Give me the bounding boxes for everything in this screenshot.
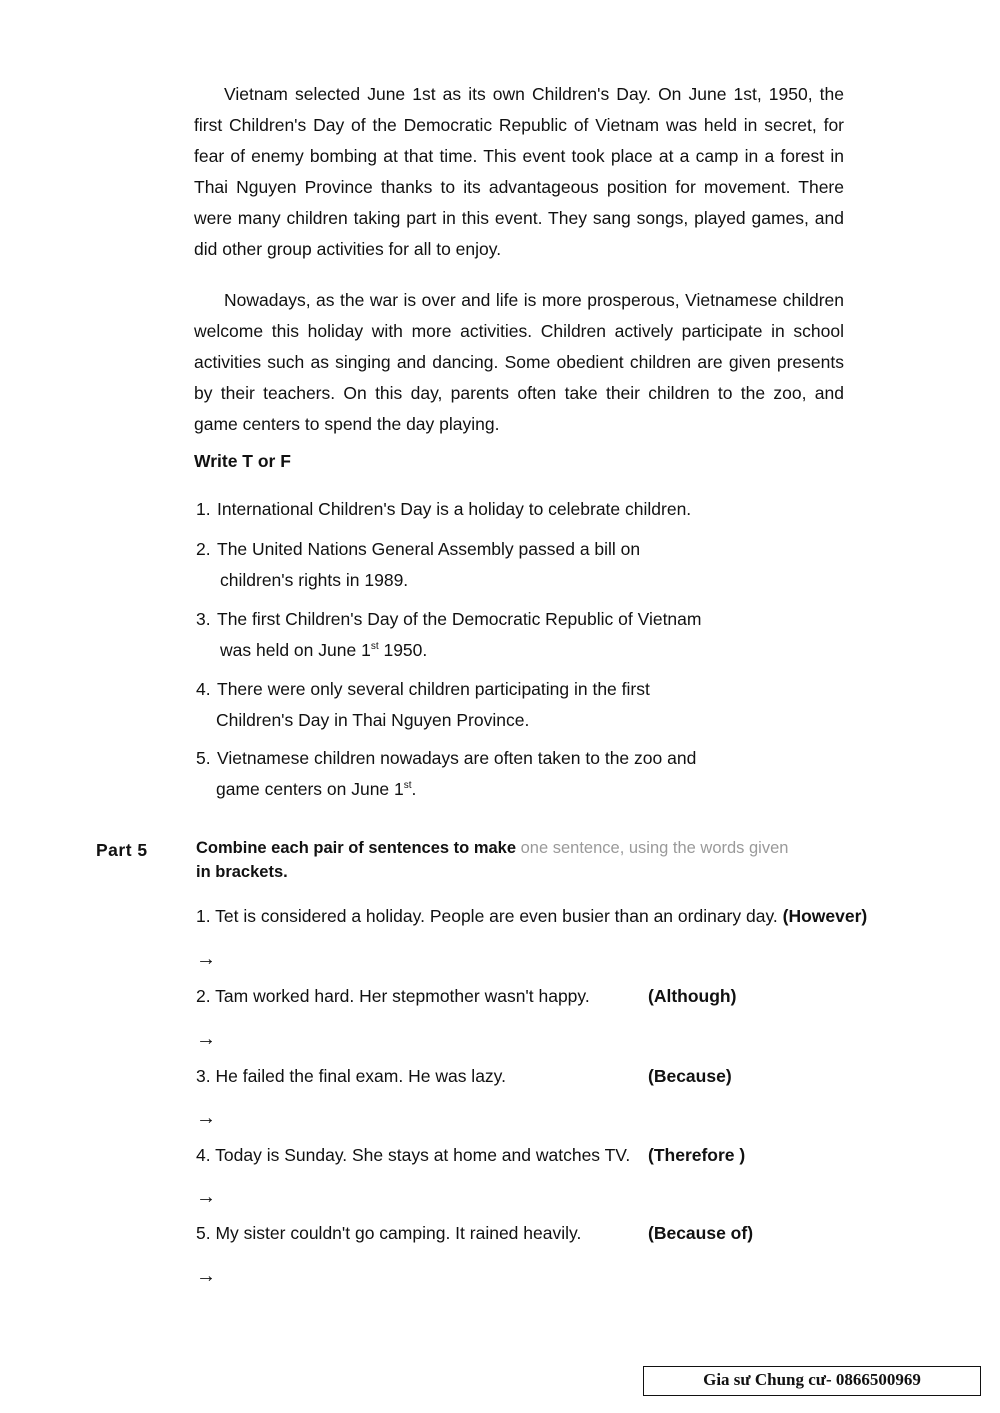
exercise-5: 5. My sister couldn't go camping. It rained heavily. (Because of) xyxy=(196,1223,754,1243)
tf-item-number: 3. xyxy=(196,609,211,629)
tf-item-number: 5. xyxy=(196,748,211,768)
tf-item-text: The United Nations General Assembly passed a bill on xyxy=(217,539,641,559)
part-5-instruction: Combine each pair of sentences to make one sentence, using the words given in brackets. xyxy=(196,839,789,881)
true-false-heading: Write T or F xyxy=(194,451,291,471)
tf-item-text: The first Children's Day of the Democratic Republic of Vietnam xyxy=(217,609,702,629)
exercise-text: Tet is considered a holiday. People are even busier than an ordinary day. xyxy=(215,906,778,926)
tf-item-number: 1. xyxy=(196,499,211,519)
tf-item-1 xyxy=(196,494,756,525)
exercise-1: 1. Tet is considered a holiday. People are even busier than an ordinary day. (However) xyxy=(196,906,868,926)
tf-item-text: Vietnamese children nowadays are often taken to the zoo and xyxy=(217,748,697,768)
exercise-keyword: (However) xyxy=(782,906,868,926)
exercise-2: 2. Tam worked hard. Her stepmother wasn't happy. (Although) xyxy=(196,986,737,1006)
tf-item-text: There were only several children participating in the first xyxy=(217,679,650,699)
reading-paragraph-1: Vietnam selected June 1st as its own Children's Day. On June 1st, 1950, the first Children's Day of the Democratic Republic of Vietnam was held in secret, for fear of enemy bombing at that time. This event took place at a camp in a forest in Thai Nguyen Province thanks to its advantageous position for movement. There were many children taking part in this event. They sang songs, played games, and did other group activities for all to enjoy. xyxy=(194,84,844,259)
tf-item-2 xyxy=(196,534,756,596)
reading-paragraph-2: Nowadays, as the war is over and life is more prosperous, Vietnamese children welcome this holiday with more activities. Children actively participate in school activities such as singing and dancing. Some obedient children are given presents by their teachers. On this day, parents often take their children to the zoo, and game centers to spend the day playing. xyxy=(194,290,844,434)
tf-item-text-continued: game centers on June 1st. xyxy=(216,779,417,799)
exercise-keyword: (Because) xyxy=(648,1066,732,1086)
part-5-label: Part 5 xyxy=(96,840,148,860)
tf-item-text-continued: was held on June 1st 1950. xyxy=(220,640,428,660)
answer-arrow: → xyxy=(196,1028,216,1050)
answer-arrow: → xyxy=(196,1107,216,1129)
exercise-text: My sister couldn't go camping. It rained heavily. xyxy=(215,1223,582,1243)
tf-item-text: International Children's Day is a holiday to celebrate children. xyxy=(217,499,692,519)
tf-item-5 xyxy=(196,743,756,805)
footer-contact-box: Gia sư Chung cư- 0866500969 xyxy=(643,1366,981,1396)
tf-item-text-continued: Children's Day in Thai Nguyen Province. xyxy=(216,710,530,730)
answer-arrow: → xyxy=(196,1265,216,1287)
tf-item-number: 2. xyxy=(196,539,211,559)
tf-item-number: 4. xyxy=(196,679,211,699)
exercise-keyword: (Therefore ) xyxy=(648,1145,746,1165)
exercise-3: 3. He failed the final exam. He was lazy. (Because) xyxy=(196,1066,732,1086)
exercise-keyword: (Because of) xyxy=(648,1223,754,1243)
exercise-text: Tam worked hard. Her stepmother wasn't happy. xyxy=(215,986,590,1006)
exercise-4: 4. Today is Sunday. She stays at home and watches TV. (Therefore ) xyxy=(196,1145,746,1165)
answer-arrow: → xyxy=(196,948,216,970)
tf-item-3 xyxy=(196,604,756,666)
exercise-keyword: (Although) xyxy=(648,986,737,1006)
tf-item-text-continued: children's rights in 1989. xyxy=(220,570,409,590)
tf-item-4 xyxy=(196,674,756,736)
answer-arrow: → xyxy=(196,1186,216,1208)
exercise-text: Today is Sunday. She stays at home and watches TV. xyxy=(215,1145,631,1165)
exercise-text: He failed the final exam. He was lazy. xyxy=(215,1066,506,1086)
